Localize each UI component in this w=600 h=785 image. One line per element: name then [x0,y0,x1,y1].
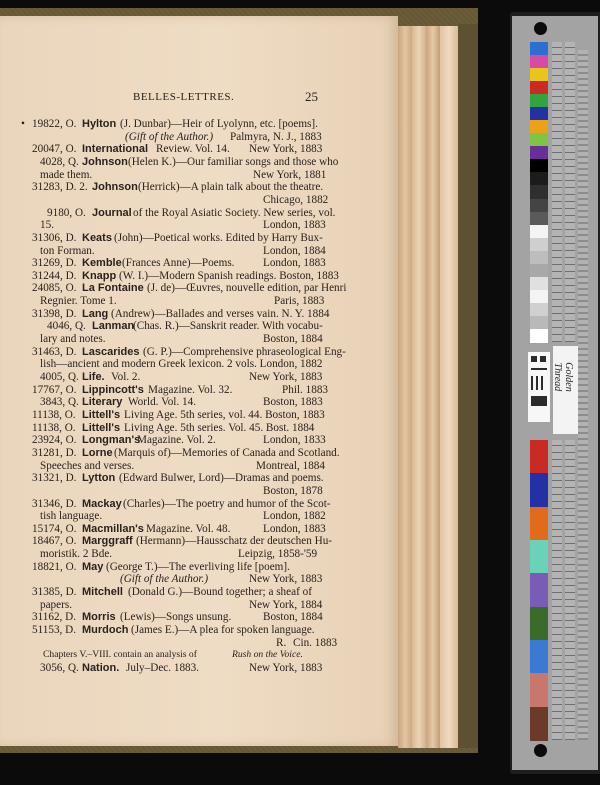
ent-mark: • [21,118,25,130]
ent-text: Boston, 1883 [263,396,323,409]
ent-text: (Andrew)—Ballades and verses vain. N. Y. 1884 [111,307,330,320]
ent-num: 51153, D. [32,624,77,636]
ent-text: tish language. [40,510,103,523]
ent-text: London, 1884 [263,244,326,257]
color-swatch [530,133,548,147]
ent-text: (J. de)—Œuvres, nouvelle edition, par Henri [147,282,347,295]
ent-num: 4046, Q. [47,320,86,333]
ent-name: Johnson [92,181,138,194]
ent-text: (Charles)—The poetry and humor of the Scot- [123,497,331,510]
book-spine [458,24,478,748]
ent-num: 24085, O. [32,282,77,295]
ent-num: 31162, D. [32,611,77,624]
ent-num: 31463, D. [32,345,77,358]
ent-text: (G. P.)—Comprehensive phraseological Eng- [143,345,346,358]
color-swatch [530,316,548,330]
ent-num: 31398, D. [32,307,77,320]
color-swatch [530,264,548,278]
ent-text: Regnier. Tome 1. [40,295,117,308]
ent-text: New York, 1884 [249,598,323,611]
ent-num: 4028, Q. [40,155,79,168]
ent-text: (Hermann)—Hausschatz der deutschen Hu- [136,535,333,548]
ent-text: Speeches and verses. [40,459,135,472]
ent-name: Mitchell [82,586,123,599]
ent-text: (Helen K.)—Our familiar songs and those who [128,155,339,168]
ent-text: made them. [40,168,93,181]
ent-name: Lytton [82,472,116,485]
ent-num: 18467, O. [32,535,77,548]
running-head [0,91,398,107]
target-hole [534,744,547,757]
ent-num: 11138, O. [32,408,76,421]
target-hole [534,22,547,35]
ent-text: Review. Vol. 14. [156,143,230,156]
ent-text: Leipzig, 1858-'59 [238,548,318,561]
ent-name: Morris [82,611,116,624]
ent-text: Living Age. 5th series. Vol. 45. Bost. 1884 [124,421,315,434]
ent-text: (James E.)—A plea for spoken language. [131,624,315,636]
ent-text: R. [276,636,287,649]
ent-text: New York, 1883 [249,371,323,383]
color-swatch [530,673,548,707]
ent-text: (Donald G.)—Bound together; a sheaf of [128,586,312,599]
ent-text: (John)—Poetical works. Edited by Harry Bux- [114,231,323,244]
ent-text: (Frances Anne)—Poems. [122,257,235,270]
color-swatch [530,329,548,343]
ent-name: Johnson [82,155,128,168]
color-swatch [530,199,548,213]
ent-num: 31321, D. [32,472,77,485]
color-swatch [530,172,548,186]
ent-name: May [82,560,104,573]
ent-text: New York, 1881 [253,168,327,181]
ent-num: 4005, Q. [40,371,79,383]
ent-name: Keats [82,231,112,244]
color-swatch [530,540,548,574]
ent-num: 31283, D. 2. [32,181,88,194]
ent-text: (J. Dunbar)—Heir of Lyolynn, etc. [poems]. [120,118,318,130]
section-title: BELLES-LETTRES. [133,91,235,103]
target-values [552,440,562,740]
ent-name: Life. [82,371,105,383]
ent-text: moristik. 2 Bde. [40,548,113,561]
ent-num: 9180, O. [47,206,86,219]
ent-text: (W. I.)—Modern Spanish readings. Boston, 1883 [119,269,339,282]
target-values [565,42,575,342]
ent-text: Boston, 1884 [263,611,323,624]
color-swatch [530,55,548,69]
ent-text: Magazine. Vol. 32. [148,383,233,396]
ent-text: (Herrick)—A plain talk about the theatre. [138,181,324,194]
ent-name: Lorne [82,446,113,459]
ent-num: 20047, O. [32,143,77,156]
ent-gift: (Gift of the Author.) [120,573,209,586]
ent-num: 19822, O. [32,118,77,130]
ent-text: Phil. 1883 [282,383,329,396]
ent-text: Boston, 1884 [263,333,323,346]
ent-num: 31385, D. [32,586,77,599]
ent-name: La Fontaine [82,282,144,295]
ent-name: Kemble [82,257,122,270]
color-swatch [530,640,548,674]
ent-name: Literary [82,396,123,409]
color-swatch [530,212,548,226]
color-swatch [530,238,548,252]
color-swatch [530,146,548,160]
ent-text: July–Dec. 1883. [126,661,200,674]
ent-text: Magazine. Vol. 48. [146,522,231,535]
ent-name: Littell's [82,421,121,434]
ent-text: New York, 1883 [249,143,323,156]
color-swatch [530,607,548,641]
ent-text: lary and notes. [40,333,106,346]
color-swatch [530,185,548,199]
ent-text: (Marquis of)—Memories of Canada and Scotland. [114,446,340,459]
ent-text: (Lewis)—Songs unsung. [120,611,232,624]
target-label: Golden Thread [552,362,574,392]
ent-text: London, 1882 [263,510,326,523]
page-edge [412,26,426,748]
resolution-pattern [528,352,550,422]
ent-name: Lang [82,307,109,320]
color-swatch [530,225,548,239]
ent-text: London, 1883 [263,219,326,232]
ent-text: ton Forman. [40,244,95,257]
ent-name: Marggraff [82,535,133,548]
ent-num: 18821, O. [32,560,77,573]
page-edge [426,26,440,748]
color-swatch [530,81,548,95]
entry-line [0,662,398,676]
ent-text: Magazine. Vol. 2. [137,434,216,447]
target-values [565,440,575,740]
ent-text: London, 1883 [263,257,326,270]
page-number: 25 [305,89,318,104]
ent-text: Cin. 1883 [293,636,338,649]
ent-text: Chicago, 1882 [263,193,329,206]
ent-text: London, 1883 [263,522,326,535]
color-swatch [530,473,548,507]
color-swatch [530,507,548,541]
ent-name: Murdoch [82,624,129,636]
target-values [552,42,562,342]
color-swatch [530,251,548,265]
ent-name: Longman's [82,434,141,447]
color-swatch [530,290,548,304]
target-scale [578,50,588,740]
color-swatch [530,303,548,317]
ent-name: Mackay [82,497,122,510]
ent-text: Palmyra, N. J., 1883 [230,130,322,143]
ent-num: 3843, Q. [40,396,79,409]
ent-num: 23924, O. [32,434,77,447]
ent-name: Knapp [82,269,117,282]
ent-text: (Edward Bulwer, Lord)—Dramas and poems. [119,472,324,485]
ent-num: 31281, D. [32,446,77,459]
color-swatch [530,159,548,173]
ent-name: Lanman [92,320,135,333]
page-edge [440,26,458,748]
ent-note: Chapters V.–VIII. contain an analysis of [43,649,197,661]
ent-num: 31269, D. [32,257,77,270]
ent-num: 31244, D. [32,269,77,282]
ent-num: 17767, O. [32,383,77,396]
ent-name: Lascarides [82,345,140,358]
color-swatch [530,68,548,82]
ent-text: lish—ancient and modern Greek lexicon. 2 vols. London, 1882 [40,358,323,371]
color-swatch [530,277,548,291]
ent-text: (Chas. R.)—Sanskrit reader. With vocabu- [133,320,323,333]
ent-text: 15. [40,219,54,232]
ent-text: New York, 1883 [249,661,323,674]
ent-num: 31346, D. [32,497,77,510]
ent-num: 3056, Q. [40,661,79,674]
ent-text: of the Royal Asiatic Society. New series, vol. [133,206,336,219]
ent-num: 15174, O. [32,522,77,535]
ent-text: London, 1833 [263,434,326,447]
page-edge [398,26,412,748]
ent-name: International [82,143,149,156]
ent-name: Hylton [82,118,117,130]
ent-text: Living Age. 5th series, vol. 44. Boston, 1883 [124,408,325,421]
ent-text: Vol. 2. [111,371,141,383]
ent-name: Journal [92,206,132,219]
ent-text: New York, 1883 [249,573,323,586]
color-swatch [530,42,548,56]
ent-num: 11138, O. [32,421,76,434]
ent-text: World. Vol. 14. [128,396,196,409]
ent-text: papers. [40,598,72,611]
color-swatch [530,107,548,121]
ent-name: Macmillan's [82,522,144,535]
ent-text: Boston, 1878 [263,484,323,497]
ent-name: Lippincott's [82,383,144,396]
color-swatch [530,94,548,108]
ent-num: 31306, D. [32,231,77,244]
ent-text: Montreal, 1884 [256,459,325,472]
ent-gift: (Gift of the Author.) [125,130,214,143]
ent-note: Rush on the Voice. [232,649,303,661]
ent-text: Paris, 1883 [274,295,325,308]
color-swatch [530,440,548,474]
color-swatch [530,707,548,741]
ent-name: Littell's [82,408,121,421]
color-swatch [530,573,548,607]
color-swatch [530,120,548,134]
ent-text: (George T.)—The everliving life [poem]. [106,560,290,573]
ent-name: Nation. [82,661,120,674]
